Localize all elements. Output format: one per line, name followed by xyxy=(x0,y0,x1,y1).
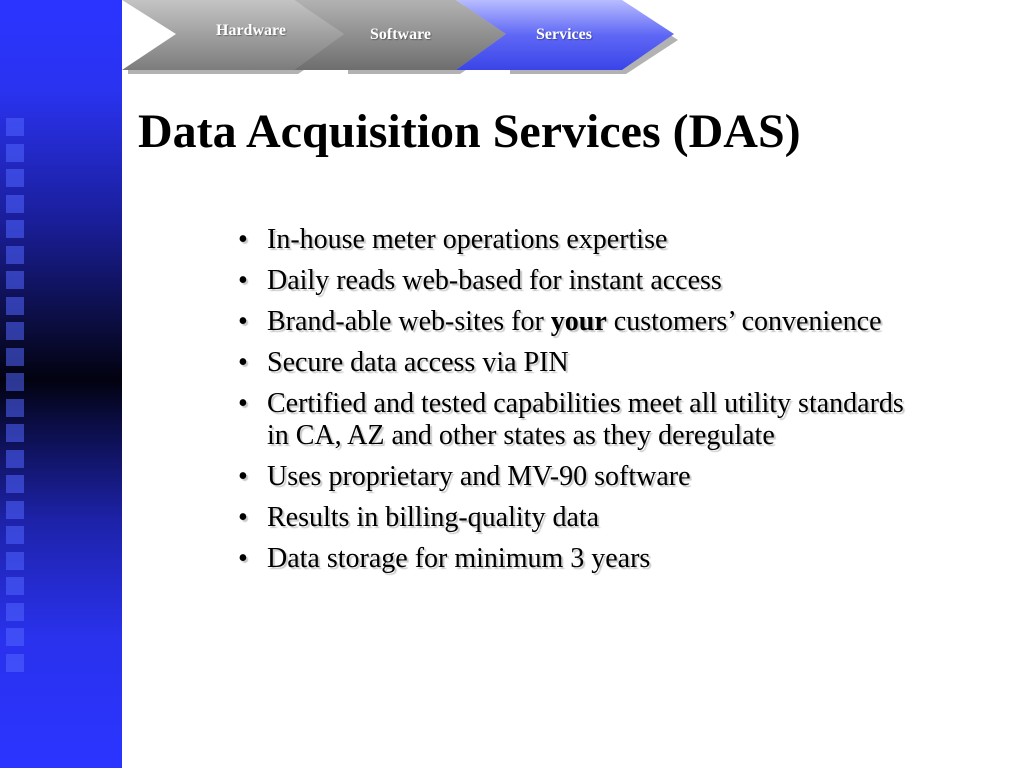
decorative-square xyxy=(6,220,24,238)
bullet-icon: • xyxy=(238,306,248,337)
decorative-square xyxy=(6,654,24,672)
decorative-square xyxy=(6,118,24,136)
bullet-emphasis: your xyxy=(550,306,607,337)
decorative-square xyxy=(6,373,24,391)
decorative-square xyxy=(6,144,24,162)
bullet-icon: • xyxy=(238,347,248,378)
bullet-text-part: customers’ convenience xyxy=(606,306,882,337)
bullet-text-part: Brand-able web-sites for xyxy=(267,306,551,337)
bullet-text: Results in billing-quality data xyxy=(267,502,600,533)
side-squares-pattern xyxy=(6,118,30,678)
decorative-square xyxy=(6,450,24,468)
bullet-item xyxy=(238,306,928,338)
bullet-item xyxy=(238,388,928,452)
decorative-square xyxy=(6,348,24,366)
section-nav xyxy=(122,0,682,76)
decorative-square xyxy=(6,399,24,417)
bullet-list xyxy=(238,224,928,584)
decorative-square xyxy=(6,271,24,289)
bullet-icon: • xyxy=(238,388,248,419)
bullet-item xyxy=(238,543,928,575)
bullet-text: Certified and tested capabilities meet all utility standards in CA, AZ and other states as they deregulate xyxy=(267,388,904,451)
bullet-icon: • xyxy=(238,543,248,574)
decorative-square xyxy=(6,526,24,544)
bullet-text: Data storage for minimum 3 years xyxy=(267,543,651,574)
decorative-square xyxy=(6,628,24,646)
bullet-item xyxy=(238,347,928,379)
bullet-item xyxy=(238,502,928,534)
bullet-item xyxy=(238,265,928,297)
bullet-icon: • xyxy=(238,265,248,296)
decorative-square xyxy=(6,322,24,340)
slide-title: Data Acquisition Services (DAS) xyxy=(138,105,801,158)
decorative-square xyxy=(6,603,24,621)
tab-hardware[interactable]: Hardware xyxy=(216,22,286,39)
tab-software[interactable]: Software xyxy=(370,26,432,43)
bullet-text: Uses proprietary and MV-90 software xyxy=(267,461,691,492)
decorative-square xyxy=(6,501,24,519)
decorative-square xyxy=(6,552,24,570)
bullet-text: In-house meter operations expertise xyxy=(267,224,668,255)
bullet-text: Daily reads web-based for instant access xyxy=(267,265,722,296)
decorative-square xyxy=(6,577,24,595)
bullet-text: Secure data access via PIN xyxy=(267,347,569,378)
bullet-icon: • xyxy=(238,461,248,492)
decorative-square xyxy=(6,424,24,442)
decorative-square xyxy=(6,246,24,264)
bullet-item xyxy=(238,461,928,493)
bullet-item xyxy=(238,224,928,256)
decorative-square xyxy=(6,297,24,315)
side-decoration-band xyxy=(0,0,122,768)
decorative-square xyxy=(6,475,24,493)
decorative-square xyxy=(6,169,24,187)
decorative-square xyxy=(6,195,24,213)
tab-services[interactable]: Services xyxy=(536,26,592,43)
bullet-icon: • xyxy=(238,224,248,255)
bullet-icon: • xyxy=(238,502,248,533)
